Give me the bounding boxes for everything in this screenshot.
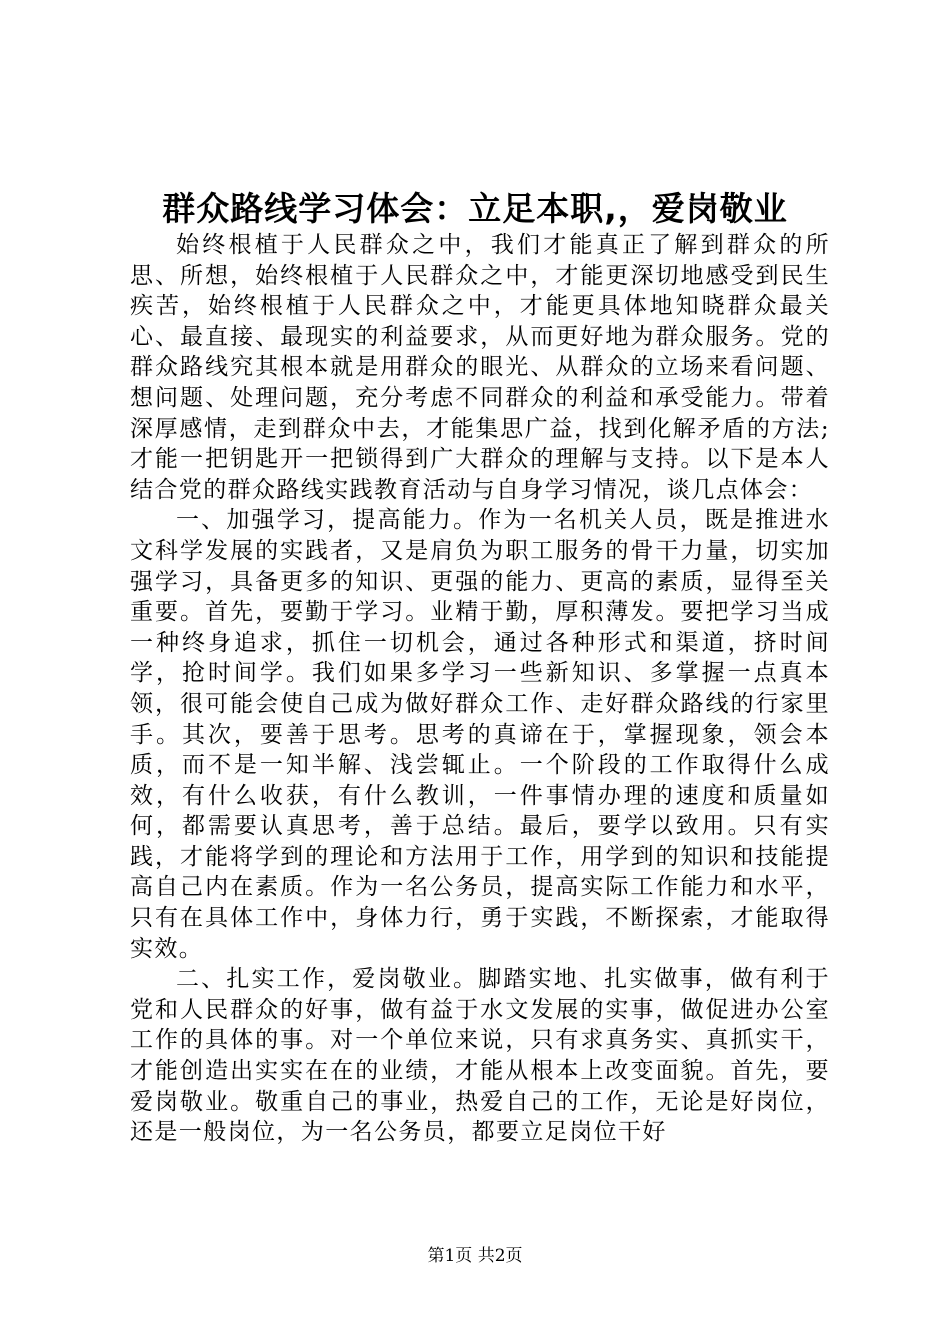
page-footer (0, 1244, 950, 1268)
paragraph-intro: 始终根植于人民群众之中，我们才能真正了解到群众的所思、所想，始终根植于人民群众之中，才能更深切地感受到民生疾苦，始终根植于人民群众之中，才能更具体地知晓群众最关心、最直接、最现实的利益要求，从而更好地为群众服务。党的群众路线究其根本就是用群众的眼光、从群众的立场来看问题、想问题、处理问题，充分考虑不同群众的利益和承受能力。带着深厚感情，走到群众中去，才能集思广益，找到化解矛盾的方法;才能一把钥匙开一把锁得到广大群众的理解与支持。以下是本人结合党的群众路线实践教育活动与自身学习情况，谈几点体会： (130, 232, 830, 503)
paragraph-section-one: 一、加强学习，提高能力。作为一名机关人员，既是推进水文科学发展的实践者，又是肩负为职工服务的骨干力量，切实加强学习，具备更多的知识、更强的能力、更高的素质，显得至关重要。首先，要勤于学习。业精于勤，厚积薄发。要把学习当成一种终身追求，抓住一切机会，通过各种形式和渠道，挤时间学，抢时间学。我们如果多学习一些新知识、多掌握一点真本领，很可能会使自己成为做好群众工作、走好群众路线的行家里手。其次，要善于思考。思考的真谛在于，掌握现象，领会本质，而不是一知半解、浅尝辄止。一个阶段的工作取得什么成效，有什么收获，有什么教训，一件事情办理的速度和质量如何，都需要认真思考，善于总结。最后，要学以致用。只有实践，才能将学到的理论和方法用于工作，用学到的知识和技能提高自己内在素质。作为一名公务员，提高实际工作能力和水平，只有在具体工作中，身体力行，勇于实践，不断探索，才能取得实效。 (130, 507, 830, 962)
page-number: 第1页 共2页 (427, 1246, 523, 1266)
paragraph-section-two: 二、扎实工作，爱岗敬业。脚踏实地、扎实做事，做有利于党和人民群众的好事，做有益于水文发展的实事，做促进办公室工作的具体的事。对一个单位来说，只有求真务实、真抓实干，才能创造出实实在在的业绩，才能从根本上改变面貌。首先，要爱岗敬业。敬重自己的事业，热爱自己的工作，无论是好岗位，还是一般岗位，为一名公务员，都要立足岗位干好 (130, 966, 830, 1146)
document-body (130, 230, 830, 1148)
document-title: 群众路线学习体会：立足本职,，爱岗敬业 (162, 189, 788, 228)
